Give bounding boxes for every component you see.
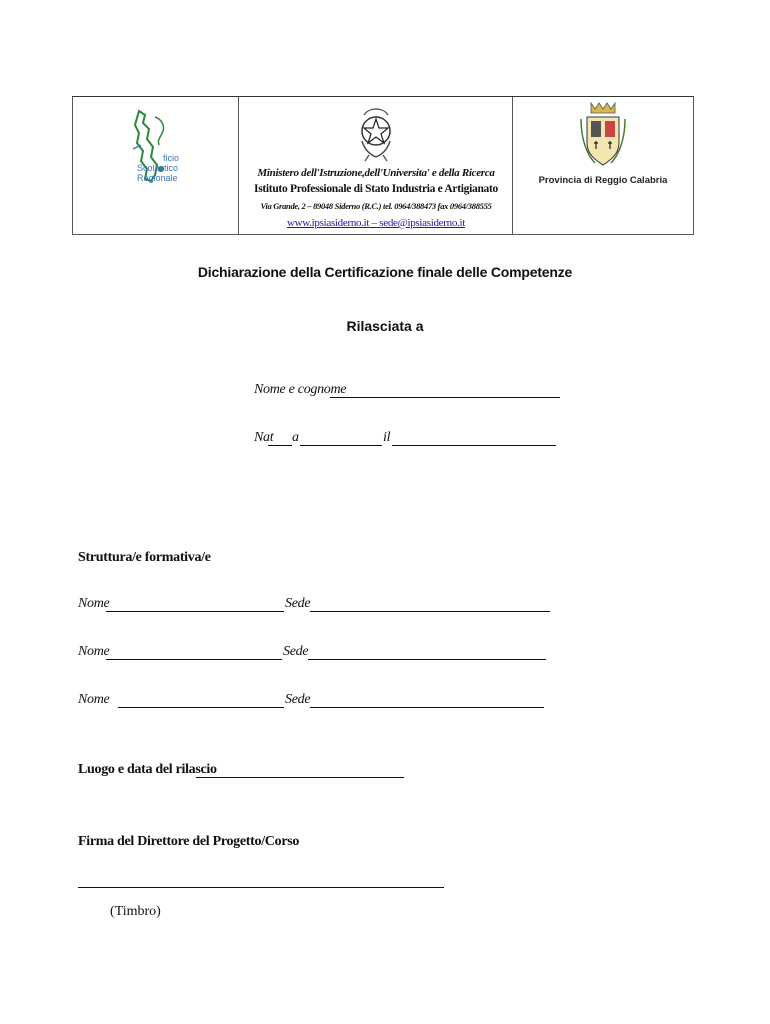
struttura-1-nome-field[interactable]	[106, 611, 284, 612]
il-label: il	[383, 430, 391, 445]
header-table	[72, 96, 694, 235]
firma-signature-line[interactable]	[78, 887, 444, 888]
document-title: Dichiarazione della Certificazione finale delle Competenze	[197, 264, 573, 280]
struttura-2-sede-field[interactable]	[308, 659, 546, 660]
institute-name: Istituto Professionale di Stato Industria e Artigianato	[254, 183, 498, 195]
italian-emblem-icon	[359, 101, 393, 163]
struttura-3-nome-label: Nome	[78, 692, 110, 707]
struttura-2-sede-label: Sede	[283, 644, 309, 659]
nome-cognome-field[interactable]	[330, 397, 560, 398]
luogo-data-label: Luogo e data del rilascio	[78, 762, 217, 777]
header-cell-ministry	[239, 97, 513, 234]
header-cell-usr-logo	[73, 97, 239, 234]
provincia-coat-of-arms-icon	[579, 99, 627, 169]
firma-label: Firma del Direttore del Progetto/Corso	[78, 834, 300, 849]
nat-label: Nat	[254, 430, 274, 445]
nome-cognome-label: Nome e cognome	[254, 382, 347, 397]
institute-address: Via Grande, 2 – 89048 Siderno (R.C.) tel. 0964/388473 fax 0964/388555	[260, 201, 492, 211]
usr-logo-text	[137, 153, 179, 183]
struttura-1-sede-field[interactable]	[310, 611, 550, 612]
struttura-3-sede-label: Sede	[285, 692, 311, 707]
ministry-name: Ministero dell'Istruzione,dell'Universita' e della Ricerca	[257, 167, 495, 179]
contact-links	[239, 217, 513, 229]
provincia-name: Provincia di Reggio Calabria	[538, 175, 668, 186]
document-subtitle: Rilasciata a	[346, 318, 424, 334]
struttura-2-nome-field[interactable]	[106, 659, 282, 660]
strutture-heading: Struttura/e formativa/e	[78, 550, 211, 565]
luogo-data-field[interactable]	[196, 777, 404, 778]
a-label: a	[292, 430, 299, 445]
struttura-2-nome-label: Nome	[78, 644, 110, 659]
header-cell-provincia	[513, 97, 693, 234]
link-separator: –	[371, 217, 377, 229]
struttura-1-sede-label: Sede	[285, 596, 311, 611]
email-link[interactable]: sede@ipsiasiderno.it	[379, 217, 465, 229]
luogo-nascita-field[interactable]	[300, 445, 382, 446]
data-nascita-field[interactable]	[392, 445, 556, 446]
struttura-3-nome-field[interactable]	[118, 707, 284, 708]
struttura-1-nome-label: Nome	[78, 596, 110, 611]
nat-suffix-field[interactable]	[268, 445, 292, 446]
usr-text-line1: ficio	[163, 153, 180, 163]
timbro-label: (Timbro)	[110, 904, 161, 919]
website-link[interactable]: www.ipsiasiderno.it	[287, 217, 370, 229]
usr-text-line3: Regionale	[137, 173, 178, 183]
struttura-3-sede-field[interactable]	[310, 707, 544, 708]
usr-text-line2: Scolastico	[137, 163, 179, 173]
